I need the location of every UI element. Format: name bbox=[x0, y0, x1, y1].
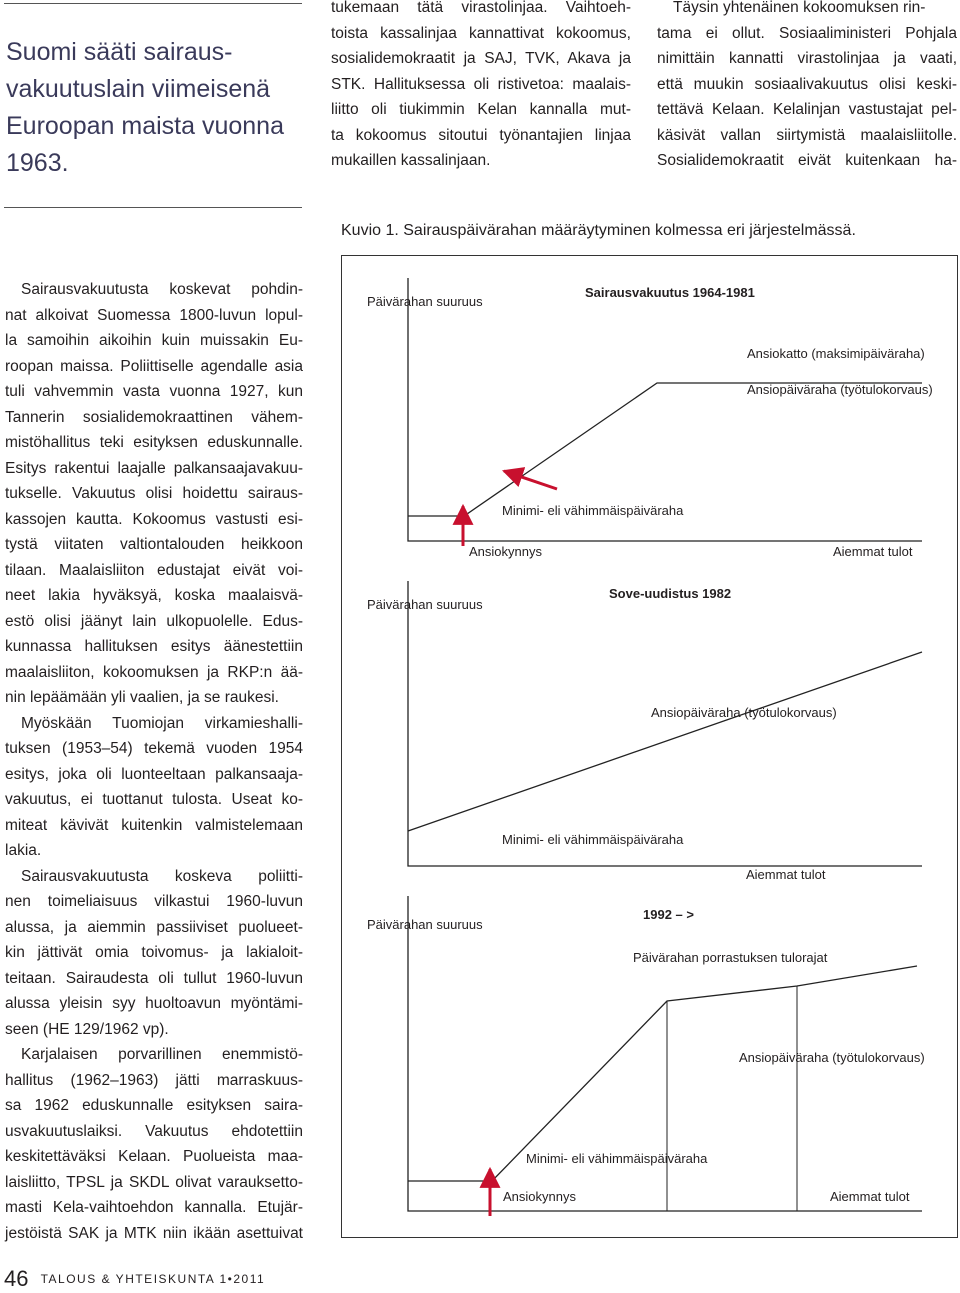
text-line: Täysin yhtenäinen kokoomuksen rin- bbox=[673, 0, 926, 16]
text-line: kassojen kautta. Kokoomus vastusti esi- bbox=[5, 510, 303, 528]
text-line: mukaillen kassalinjaan. bbox=[331, 152, 491, 169]
panel2-earnings-label: Ansiopäiväraha (työtulokorvaus) bbox=[651, 705, 837, 720]
text-line: tuli vahvemmin vasta vuonna 1927, kun bbox=[5, 383, 303, 400]
panel3-earnings-line bbox=[408, 966, 917, 1181]
panel1-y-label: Päivärahan suuruus bbox=[367, 294, 483, 309]
text-line: sosialidemokraatit ja SAJ, TVK, Akava ja bbox=[331, 50, 631, 67]
text-line: seen (HE 129/1962 vp). bbox=[5, 1020, 169, 1038]
mid-rule-left bbox=[4, 207, 302, 208]
text-line: maalaisliiton, kokoomuksen ja RKP:n ää- bbox=[5, 663, 303, 681]
text-line: laisliitto, TPSL ja SKDL olivat varauksetto- bbox=[5, 1173, 303, 1191]
text-line: Myöskään Tuomiojan virkamieshalli- bbox=[21, 714, 303, 732]
text-line: jestöistä SAK ja MTK niin ikään asettuivat bbox=[5, 1224, 303, 1242]
panel3-y-label: Päivärahan suuruus bbox=[367, 917, 483, 932]
figure-caption: Kuvio 1. Sairauspäivärahan määräytyminen kolmessa eri järjestelmässä. bbox=[341, 222, 856, 239]
text-line: alussa yleisin syy huoltoavun myöntämi- bbox=[5, 995, 303, 1012]
text-line: Tannerin sosialidemokraattinen vähem- bbox=[5, 408, 303, 426]
panel2-axes bbox=[408, 581, 922, 866]
text-line: mistöhallitus teki esityksen eduskunnalle. bbox=[5, 434, 303, 451]
text-line: nin lepäämään yli vaalien, ja se raukesi. bbox=[5, 689, 279, 706]
text-line: Karjalaisen porvarillinen enemmistö- bbox=[21, 1046, 303, 1063]
text-line: usvakuutuslaiksi. Vakuutus ehdotettiin bbox=[5, 1122, 303, 1140]
top-right-text bbox=[657, 0, 957, 174]
top-middle-text bbox=[331, 0, 631, 174]
text-line: STK. Hallituksessa oli ristivetoa: maalais- bbox=[331, 75, 631, 93]
text-line: että muukin sosiaalivakuutus olisi keski- bbox=[657, 75, 957, 93]
body-text-left bbox=[5, 277, 303, 1246]
text-line: vakuutus, ei tuottanut tulosta. Useat ko- bbox=[5, 791, 303, 808]
panel3-earnings-label: Ansiopäiväraha (työtulokorvaus) bbox=[739, 1050, 925, 1065]
text-line: roopan maissa. Poliittiselle agendalle asia bbox=[5, 357, 303, 375]
panel3-tiers-label: Päivärahan porrastuksen tulorajat bbox=[633, 950, 828, 965]
text-line: sa 1962 eduskunnalle esityksen saira- bbox=[5, 1097, 303, 1114]
text-line: teitaan. Sairaudesta oli tullut 1960-luvun bbox=[5, 969, 303, 987]
panel2-y-label: Päivärahan suuruus bbox=[367, 597, 483, 612]
panel1-cap-label: Ansiokatto (maksimipäiväraha) bbox=[747, 346, 925, 361]
text-line: keskitettäväksi Kelaan. Puolueista maa- bbox=[5, 1148, 303, 1165]
text-line: la samoihin aikoihin kuin muissakin Eu- bbox=[5, 332, 303, 349]
panel2-x-label: Aiemmat tulot bbox=[746, 867, 826, 882]
panel2-earnings-line bbox=[408, 652, 922, 831]
pull-quote-line: Suomi sääti sairaus- bbox=[6, 38, 233, 66]
panel1-title: Sairausvakuutus 1964-1981 bbox=[585, 285, 755, 300]
panel1-minimum-arrow bbox=[504, 471, 557, 489]
panel1-earnings-label: Ansiopäiväraha (työtulokorvaus) bbox=[747, 382, 933, 397]
text-line: hallitus (1962–1963) jätti marraskuus- bbox=[5, 1071, 303, 1089]
page-footer bbox=[4, 1266, 265, 1292]
panel2-title: Sove-uudistus 1982 bbox=[609, 586, 732, 601]
text-line: lakia. bbox=[5, 842, 42, 859]
text-line: tama ei ollut. Sosiaaliministeri Pohjala bbox=[657, 24, 957, 42]
figure-svg bbox=[342, 256, 959, 1239]
panel3-title: 1992 – > bbox=[643, 907, 694, 922]
text-line: Sairausvakuutusta koskeva poliitti- bbox=[21, 867, 303, 885]
text-line: Sairausvakuutusta koskevat pohdin- bbox=[21, 281, 303, 298]
text-line: tukselle. Vakuutus olisi hoidettu sairaus- bbox=[5, 485, 303, 502]
text-line: toista kassalinjaa kannattivat kokoomus, bbox=[331, 24, 631, 42]
text-line: tilaan. Maalaisliiton edustajat eivät voi- bbox=[5, 561, 303, 579]
text-line: estö olisi jäänyt lain ulkopuolelle. Edus- bbox=[5, 612, 303, 630]
text-line: liitto oli tiukimmin Kelan kannalla mut- bbox=[331, 101, 631, 118]
text-line: tuksen (1953–54) tekemä vuoden 1954 bbox=[5, 740, 303, 757]
pull-quote-line: vakuutuslain viimeisenä bbox=[6, 75, 271, 103]
text-line: kin jättivät omia toivomus- ja lakialoit- bbox=[5, 944, 303, 961]
text-line: miteat kävivät kuitenkin valmistelemaan bbox=[5, 816, 303, 834]
panel1-earnings-line bbox=[408, 383, 922, 516]
text-line: nimittäin kannatti virastolinjaa ja vaati, bbox=[657, 50, 957, 67]
top-rule-left bbox=[4, 3, 302, 4]
figure-box bbox=[341, 255, 958, 1238]
text-line: kunnassa hallituksen esitys äänestettiin bbox=[5, 638, 303, 655]
text-line: tystä viitaten valtiontalouden heikkoon bbox=[5, 536, 303, 553]
text-line: tukemaan tätä virastolinjaa. Vaihtoeh- bbox=[331, 0, 631, 16]
text-line: tettävä Kelaan. Kelalinjan vastustajat pel- bbox=[657, 101, 957, 118]
text-line: Sosialidemokraatit eivät kuitenkaan ha- bbox=[657, 152, 957, 169]
text-line: nat alkoivat Suomessa 1800-luvun lopul- bbox=[5, 306, 303, 324]
panel3-threshold-label: Ansiokynnys bbox=[503, 1189, 576, 1204]
pull-quote bbox=[6, 34, 302, 182]
text-line: nen toimeliaisuus vilkastui 1960-luvun bbox=[5, 893, 303, 910]
text-line: käsivät vallan siirtymistä maalaisliitolle. bbox=[657, 126, 957, 144]
panel1-minimum-label: Minimi- eli vähimmäispäiväraha bbox=[502, 503, 684, 518]
magazine-name: TALOUS & YHTEISKUNTA 1•2011 bbox=[40, 1272, 266, 1286]
text-line: alussa, ja aiemmin passiiviset puolueet- bbox=[5, 918, 303, 936]
pull-quote-line: Euroopan maista vuonna bbox=[6, 112, 284, 140]
text-line: Esitys rakentui laajalle palkansaajavakuu- bbox=[5, 459, 303, 477]
page-number: 46 bbox=[4, 1266, 29, 1291]
panel1-x-label: Aiemmat tulot bbox=[833, 544, 913, 559]
text-line: ta kokoomus sitoutui työnantajien linjaa bbox=[331, 126, 631, 144]
text-line: esitys, joka oli luonteeltaan palkansaaja- bbox=[5, 765, 303, 783]
panel2-minimum-label: Minimi- eli vähimmäispäiväraha bbox=[502, 832, 684, 847]
panel1-threshold-label: Ansiokynnys bbox=[469, 544, 542, 559]
panel3-x-label: Aiemmat tulot bbox=[830, 1189, 910, 1204]
panel3-minimum-label: Minimi- eli vähimmäispäiväraha bbox=[526, 1151, 708, 1166]
text-line: neet lakia hyväksyä, koska maalaisvä- bbox=[5, 587, 303, 604]
pull-quote-line: 1963. bbox=[6, 149, 69, 177]
text-line: masti Kela-vaihtoehdon kannalla. Etujär- bbox=[5, 1199, 303, 1216]
